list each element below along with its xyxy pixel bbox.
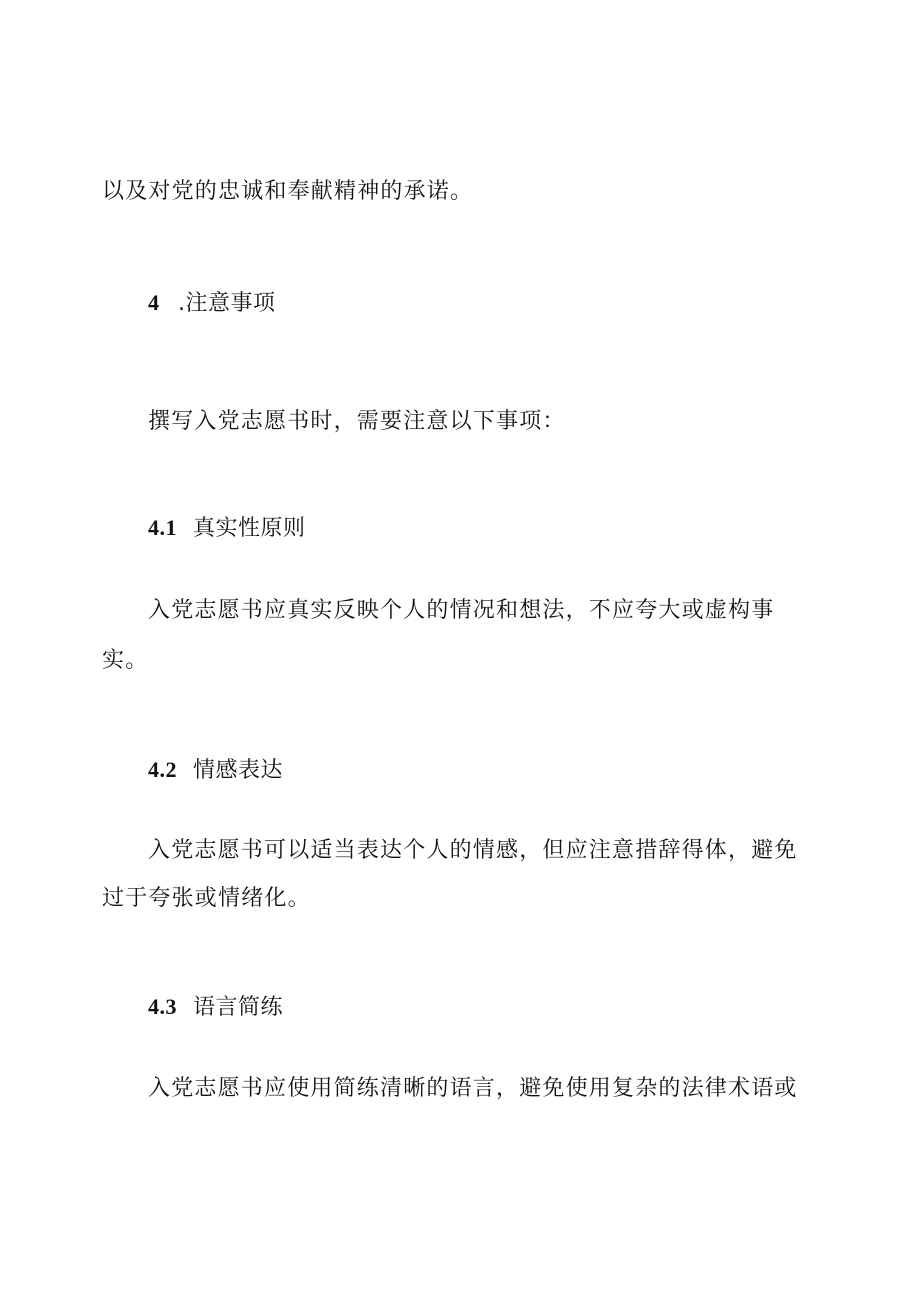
subsection-4-3-heading <box>148 992 283 1023</box>
subsection-4-2-number: 4.2 <box>148 757 177 782</box>
section-4-title: .注意事项 <box>178 291 276 316</box>
section-4-number: 4 <box>148 290 160 315</box>
subsection-4-1-heading <box>148 513 306 544</box>
subsection-4-2-paragraph-line-1: 入党志愿书可以适当表达个人的情感，但应注意措辞得体，避免 <box>148 838 798 863</box>
subsection-4-3-number: 4.3 <box>148 994 177 1019</box>
subsection-4-3-title: 语言简练 <box>193 995 284 1020</box>
subsection-4-1-title: 真实性原则 <box>193 516 306 541</box>
subsection-4-1-paragraph-line-2: 实。 <box>102 648 149 673</box>
subsection-4-1-number: 4.1 <box>148 515 177 540</box>
subsection-4-2-heading <box>148 755 283 786</box>
subsection-4-1-paragraph-line-1: 入党志愿书应真实反映个人的情况和想法，不应夸大或虚构事 <box>148 598 775 623</box>
section-4-heading <box>148 288 276 319</box>
section-4-intro: 撰写入党志愿书时，需要注意以下事项： <box>148 409 566 434</box>
subsection-4-3-paragraph-line-1: 入党志愿书应使用简练清晰的语言，避免使用复杂的法律术语或 <box>148 1076 798 1101</box>
subsection-4-2-paragraph-line-2: 过于夸张或情绪化。 <box>102 886 311 911</box>
subsection-4-2-title: 情感表达 <box>193 758 284 783</box>
continuation-paragraph-line: 以及对党的忠诚和奉献精神的承诺。 <box>102 179 474 204</box>
